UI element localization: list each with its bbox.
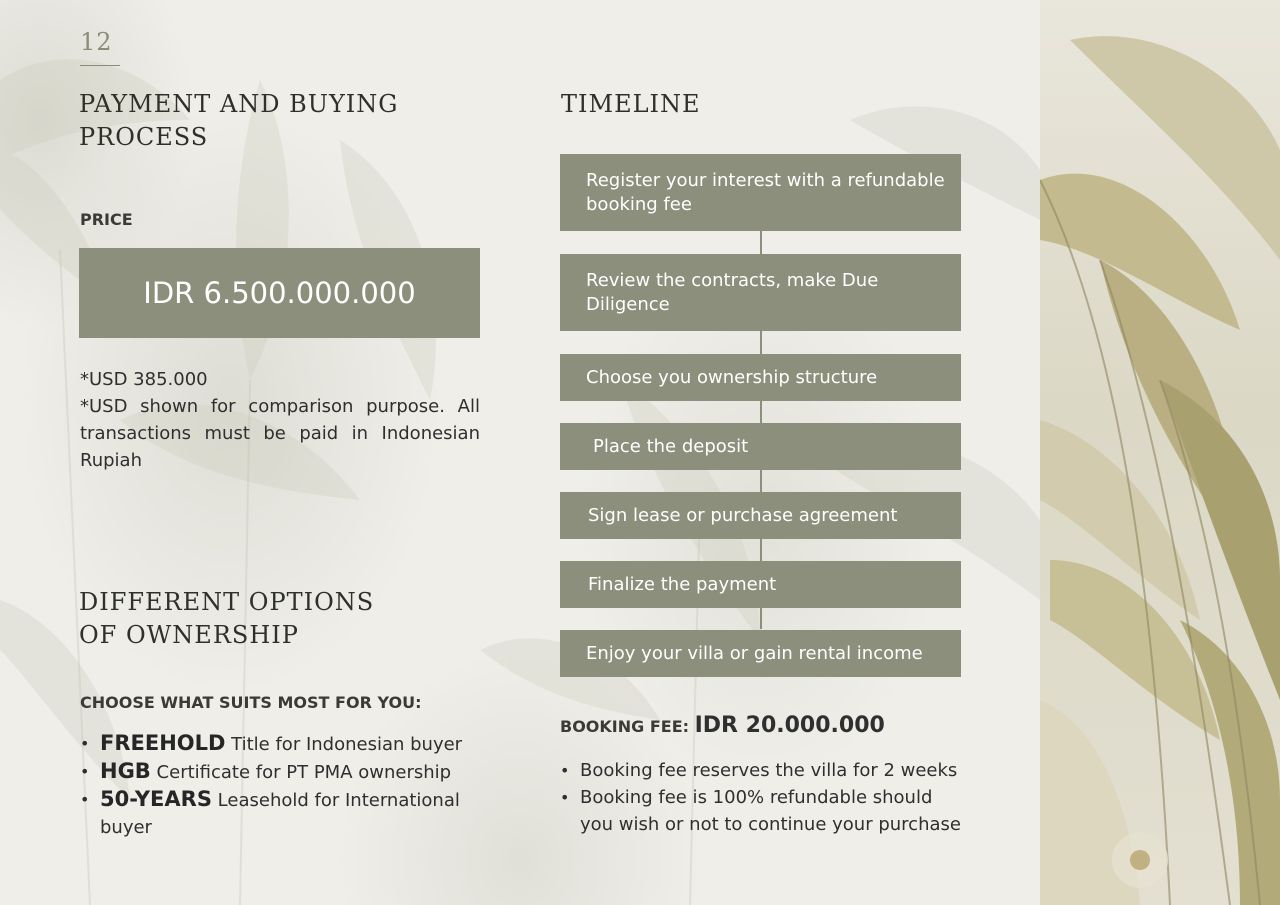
ownership-heading — [79, 586, 374, 652]
timeline-step — [560, 254, 961, 331]
step-text: Register your interest with a refundable booking fee — [586, 169, 945, 215]
booking-notes-list — [560, 757, 970, 838]
timeline-step — [560, 354, 961, 401]
usd-disclaimer: *USD shown for comparison purpose. All transactions must be paid in Indonesian Rupiah — [80, 396, 480, 471]
timeline-heading — [561, 88, 701, 121]
heading-line: OF OWNERSHIP — [79, 621, 299, 649]
option-term: FREEHOLD — [100, 731, 226, 755]
banana-leaf-illustration — [1040, 0, 1280, 905]
ownership-options-list — [80, 730, 480, 841]
ownership-option — [80, 758, 480, 786]
step-text: Sign lease or purchase agreement — [588, 504, 898, 526]
timeline-step — [560, 423, 961, 470]
banana-leaves-photo — [1040, 0, 1280, 905]
payment-process-heading — [79, 88, 398, 154]
timeline-step — [560, 492, 961, 539]
page-number-divider — [80, 65, 120, 66]
option-desc: Leasehold for International buyer — [100, 790, 460, 838]
heading-line: PAYMENT AND BUYING — [79, 90, 399, 118]
option-term: 50-YEARS — [100, 787, 212, 811]
step-text: Choose you ownership structure — [586, 366, 878, 388]
choose-label: CHOOSE WHAT SUITS MOST FOR YOU: — [80, 693, 422, 712]
step-text: Finalize the payment — [588, 573, 777, 595]
option-desc: Title for Indonesian buyer — [225, 734, 463, 755]
timeline-step — [560, 154, 961, 231]
price-value: IDR 6.500.000.000 — [143, 276, 416, 310]
step-text: Enjoy your villa or gain rental income — [586, 642, 923, 664]
booking-fee-value: IDR 20.000.000 — [694, 713, 885, 738]
booking-fee-label: BOOKING FEE: — [560, 717, 695, 736]
step-text: Place the deposit — [593, 435, 749, 457]
price-label: PRICE — [80, 210, 133, 229]
booking-note: • Booking fee is 100% refundable should you wish or not to continue your purchase — [560, 784, 970, 838]
booking-fee — [560, 713, 885, 738]
option-desc: Certificate for PT PMA ownership — [150, 762, 452, 783]
heading-line: PROCESS — [79, 123, 209, 151]
price-box — [79, 248, 480, 338]
timeline-step — [560, 561, 961, 608]
booking-note: • Booking fee reserves the villa for 2 weeks — [560, 757, 970, 784]
usd-note — [80, 366, 480, 474]
step-text: Review the contracts, make Due Diligence — [586, 269, 879, 315]
usd-price: *USD 385.000 — [80, 369, 208, 390]
option-term: HGB — [100, 759, 151, 783]
ownership-option — [80, 730, 480, 758]
heading-line: DIFFERENT OPTIONS — [79, 588, 375, 616]
page-number: 12 — [80, 28, 113, 56]
timeline-step — [560, 630, 961, 677]
heading-line: TIMELINE — [561, 90, 701, 118]
ownership-option — [80, 786, 480, 841]
